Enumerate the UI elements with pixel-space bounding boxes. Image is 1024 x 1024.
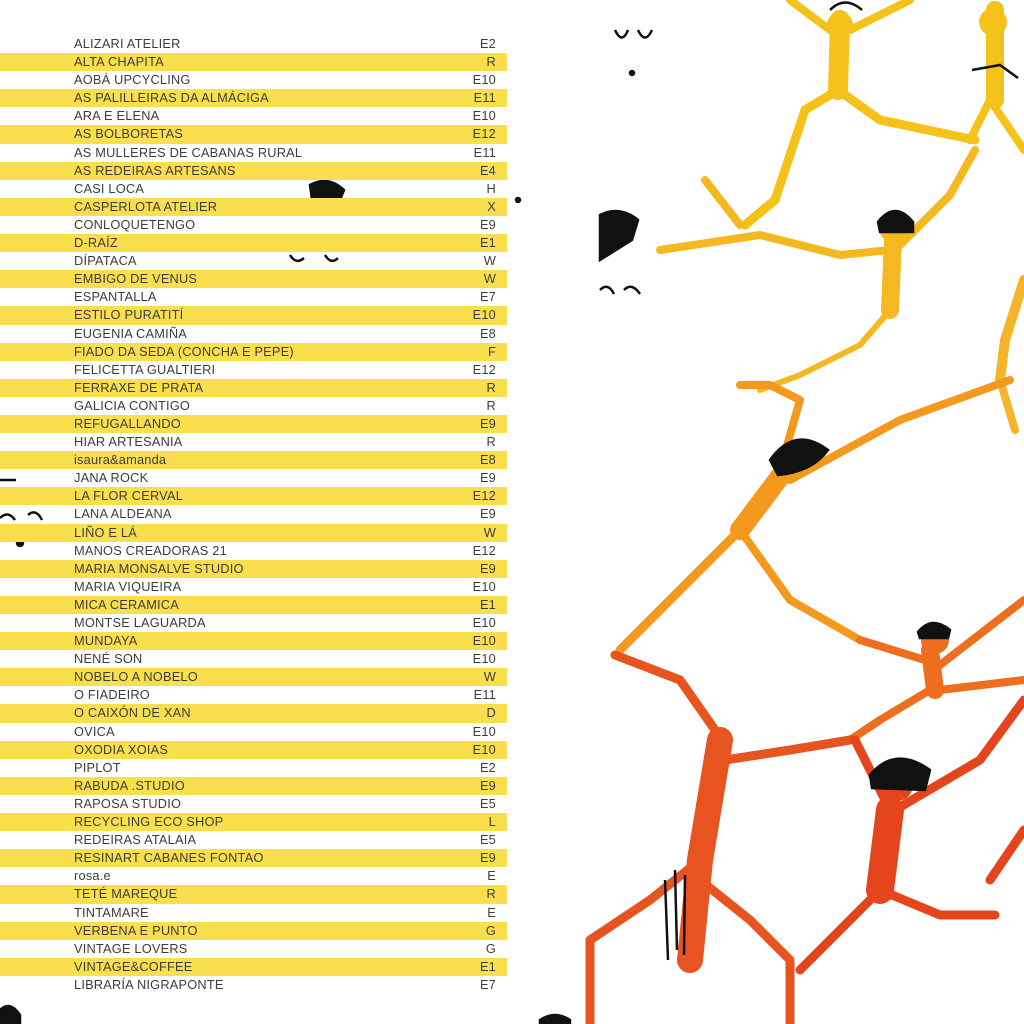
exhibitor-row xyxy=(0,343,507,361)
exhibitor-row xyxy=(0,125,507,143)
exhibitor-name: RESINART CABANES FONTAO xyxy=(74,850,264,866)
exhibitor-zone: W xyxy=(483,669,496,685)
exhibitor-row xyxy=(0,704,507,722)
exhibitor-zone: E8 xyxy=(479,325,496,341)
exhibitor-zone: E xyxy=(487,904,496,920)
exhibitor-name: O CAIXÓN DE XAN xyxy=(74,705,191,721)
exhibitor-name: AS REDEIRAS ARTESANS xyxy=(74,162,236,178)
exhibitor-row xyxy=(0,180,507,198)
exhibitor-row xyxy=(0,777,507,795)
exhibitor-name: AS BOLBORETAS xyxy=(74,126,184,142)
exhibitor-zone: E12 xyxy=(472,488,496,504)
exhibitor-zone: E2 xyxy=(479,36,496,51)
figure-orange xyxy=(620,380,1010,650)
exhibitor-name: isaura&amanda xyxy=(74,452,167,468)
exhibitor-zone: X xyxy=(487,198,496,214)
exhibitor-zone: E5 xyxy=(479,795,496,811)
exhibitor-row xyxy=(0,162,507,180)
exhibitor-zone: E9 xyxy=(479,470,496,486)
exhibitor-name: LIBRARÍA NIGRAPONTE xyxy=(74,976,224,992)
exhibitor-row xyxy=(0,198,507,216)
exhibitor-name: LANA ALDEANA xyxy=(74,506,172,522)
exhibitor-row xyxy=(0,71,507,89)
exhibitor-row xyxy=(0,668,507,686)
exhibitor-zone: E11 xyxy=(473,687,496,703)
exhibitor-name: MARIA MONSALVE STUDIO xyxy=(74,560,244,576)
exhibitor-name: ALIZARI ATELIER xyxy=(74,36,181,51)
exhibitor-zone: E12 xyxy=(472,361,496,377)
exhibitor-name: D-RAÍZ xyxy=(74,235,118,251)
exhibitor-zone: E8 xyxy=(479,452,496,468)
exhibitor-name: MICA CERAMICA xyxy=(74,596,179,612)
exhibitor-zone: D xyxy=(486,705,496,721)
exhibitor-name: AS MULLERES DE CABANAS RURAL xyxy=(74,144,303,160)
exhibitor-name: LIÑO E LÁ xyxy=(74,524,137,540)
exhibitor-list xyxy=(0,35,507,994)
exhibitor-name: DÍPATACA xyxy=(74,253,137,269)
exhibitor-row xyxy=(0,632,507,650)
exhibitor-row xyxy=(0,795,507,813)
exhibitor-row xyxy=(0,216,507,234)
exhibitor-name: NOBELO A NOBELO xyxy=(74,669,198,685)
exhibitor-zone: E1 xyxy=(479,235,496,251)
exhibitor-zone: E9 xyxy=(479,506,496,522)
exhibitor-zone: E10 xyxy=(472,633,496,649)
exhibitor-row xyxy=(0,849,507,867)
exhibitor-zone: E1 xyxy=(479,596,496,612)
exhibitor-zone: E1 xyxy=(479,958,496,974)
exhibitor-name: MANOS CREADORAS 21 xyxy=(74,542,227,558)
exhibitor-name: OVICA xyxy=(74,723,115,739)
exhibitor-name: LA FLOR CERVAL xyxy=(74,488,184,504)
exhibitor-zone: L xyxy=(488,814,496,830)
exhibitor-row xyxy=(0,885,507,903)
exhibitor-zone: F xyxy=(487,343,496,359)
exhibitor-row xyxy=(0,524,507,542)
exhibitor-zone: E xyxy=(487,868,496,884)
exhibitor-row xyxy=(0,922,507,940)
exhibitor-name: ARA E ELENA xyxy=(74,108,160,124)
exhibitor-name: RABUDA .STUDIO xyxy=(74,777,185,793)
exhibitor-zone: E10 xyxy=(472,72,496,88)
exhibitor-row xyxy=(0,958,507,976)
exhibitor-zone: E10 xyxy=(472,307,496,323)
exhibitor-name: ESTILO PURATITÍ xyxy=(74,307,184,323)
exhibitor-name: MARIA VIQUEIRA xyxy=(74,578,182,594)
exhibitor-row xyxy=(0,53,507,71)
exhibitor-zone: R xyxy=(486,379,496,395)
exhibitor-zone: R xyxy=(486,886,496,902)
exhibitor-row xyxy=(0,89,507,107)
exhibitor-name: REFUGALLANDO xyxy=(74,415,181,431)
exhibitor-zone: G xyxy=(485,940,496,956)
exhibitor-zone: E10 xyxy=(472,615,496,630)
exhibitor-row xyxy=(0,469,507,487)
exhibitor-row xyxy=(0,379,507,397)
figure-right-edge xyxy=(1000,280,1024,430)
exhibitor-name: JANA ROCK xyxy=(74,470,149,486)
exhibitor-zone: E10 xyxy=(472,723,496,739)
exhibitor-row xyxy=(0,107,507,125)
exhibitor-name: EUGENIA CAMIÑA xyxy=(74,325,188,341)
exhibitor-row xyxy=(0,505,507,523)
exhibitor-zone: E5 xyxy=(479,832,496,848)
exhibitor-zone: E7 xyxy=(479,289,496,305)
exhibitor-row xyxy=(0,578,507,596)
exhibitor-zone: W xyxy=(483,253,496,269)
exhibitor-name: GALICIA CONTIGO xyxy=(74,397,191,413)
exhibitor-zone: E10 xyxy=(472,741,496,757)
exhibitor-name: EMBIGO DE VENUS xyxy=(74,271,198,287)
exhibitor-name: PIPLOT xyxy=(74,759,121,775)
exhibitor-zone: E10 xyxy=(472,651,496,667)
exhibitor-zone: E9 xyxy=(479,850,496,866)
exhibitor-row xyxy=(0,976,507,994)
exhibitor-row xyxy=(0,415,507,433)
exhibitor-zone: E10 xyxy=(472,578,496,594)
exhibitor-name: AOBÁ UPCYCLING xyxy=(74,72,191,88)
exhibitor-name: RECYCLING ECO SHOP xyxy=(74,814,224,830)
exhibitor-name: FIADO DA SEDA (CONCHA E PEPE) xyxy=(74,343,294,359)
exhibitor-row xyxy=(0,35,507,53)
exhibitor-zone: E9 xyxy=(479,216,496,232)
exhibitor-row xyxy=(0,270,507,288)
exhibitor-row xyxy=(0,813,507,831)
exhibitor-zone: E9 xyxy=(479,560,496,576)
figure-orange-red xyxy=(850,600,1024,740)
exhibitor-zone: E11 xyxy=(473,144,496,160)
exhibitor-name: VINTAGE LOVERS xyxy=(74,940,188,956)
exhibitor-row xyxy=(0,741,507,759)
exhibitor-row xyxy=(0,650,507,668)
exhibitor-row xyxy=(0,614,507,632)
exhibitor-zone: W xyxy=(483,524,496,540)
exhibitor-zone: E11 xyxy=(473,90,496,106)
exhibitor-zone: E9 xyxy=(479,415,496,431)
exhibitor-name: AS PALILLEIRAS DA ALMÁCIGA xyxy=(74,90,269,106)
exhibitor-zone: H xyxy=(486,180,496,196)
exhibitor-row xyxy=(0,723,507,741)
exhibitor-name: RAPOSA STUDIO xyxy=(74,795,182,811)
exhibitor-name: TINTAMARE xyxy=(74,904,149,920)
exhibitor-zone: E12 xyxy=(472,126,496,142)
exhibitor-name: CONLOQUETENGO xyxy=(74,216,196,232)
exhibitor-name: VERBENA E PUNTO xyxy=(74,922,198,938)
exhibitor-zone: E9 xyxy=(479,777,496,793)
exhibitor-name: FELICETTA GUALTIERI xyxy=(74,361,216,377)
exhibitor-name: TETÉ MAREQUE xyxy=(74,886,178,902)
exhibitor-zone: E7 xyxy=(479,976,496,992)
exhibitor-zone: W xyxy=(483,271,496,287)
exhibitor-name: FERRAXE DE PRATA xyxy=(74,379,204,395)
exhibitor-row xyxy=(0,560,507,578)
exhibitor-name: rosa.e xyxy=(74,868,111,884)
exhibitor-name: HIAR ARTESANIA xyxy=(74,434,183,450)
exhibitor-name: ESPANTALLA xyxy=(74,289,157,305)
exhibitor-row xyxy=(0,759,507,777)
exhibitor-name: O FIADEIRO xyxy=(74,687,150,703)
exhibitor-zone: E4 xyxy=(479,162,496,178)
exhibitor-row xyxy=(0,904,507,922)
exhibitor-name: CASPERLOTA ATELIER xyxy=(74,198,218,214)
exhibitor-row xyxy=(0,144,507,162)
exhibitor-row xyxy=(0,686,507,704)
exhibitor-row xyxy=(0,234,507,252)
exhibitor-row xyxy=(0,487,507,505)
figure-red-left xyxy=(590,655,850,1024)
figure-middle-yellow xyxy=(660,150,975,390)
exhibitor-name: REDEIRAS ATALAIA xyxy=(74,832,197,848)
exhibitor-row xyxy=(0,867,507,885)
exhibitor-name: ALTA CHAPITA xyxy=(74,54,164,70)
exhibitor-zone: E12 xyxy=(472,542,496,558)
exhibitor-row xyxy=(0,542,507,560)
exhibitor-row xyxy=(0,596,507,614)
exhibitor-row xyxy=(0,306,507,324)
exhibitor-name: CASI LOCA xyxy=(74,180,145,196)
exhibitor-zone: R xyxy=(486,54,496,70)
exhibitor-name: VINTAGE&COFFEE xyxy=(74,958,193,974)
exhibitor-name: OXODIA XOIAS xyxy=(74,741,169,757)
exhibitor-row xyxy=(0,325,507,343)
exhibitor-zone: G xyxy=(485,922,496,938)
exhibitor-row xyxy=(0,433,507,451)
exhibitor-name: MONTSE LAGUARDA xyxy=(74,615,206,630)
exhibitor-name: NENÉ SON xyxy=(74,651,143,667)
exhibitor-name: MUNDAYA xyxy=(74,633,138,649)
exhibitor-row xyxy=(0,288,507,306)
exhibitor-row xyxy=(0,397,507,415)
exhibitor-row xyxy=(0,831,507,849)
exhibitor-zone: E2 xyxy=(479,759,496,775)
exhibitor-zone: R xyxy=(486,434,496,450)
exhibitor-row xyxy=(0,940,507,958)
exhibitor-row xyxy=(0,252,507,270)
exhibitor-row xyxy=(0,361,507,379)
figure-top-yellow xyxy=(745,0,1024,225)
exhibitor-row xyxy=(0,451,507,469)
exhibitor-zone: E10 xyxy=(472,108,496,124)
exhibitor-zone: R xyxy=(486,397,496,413)
